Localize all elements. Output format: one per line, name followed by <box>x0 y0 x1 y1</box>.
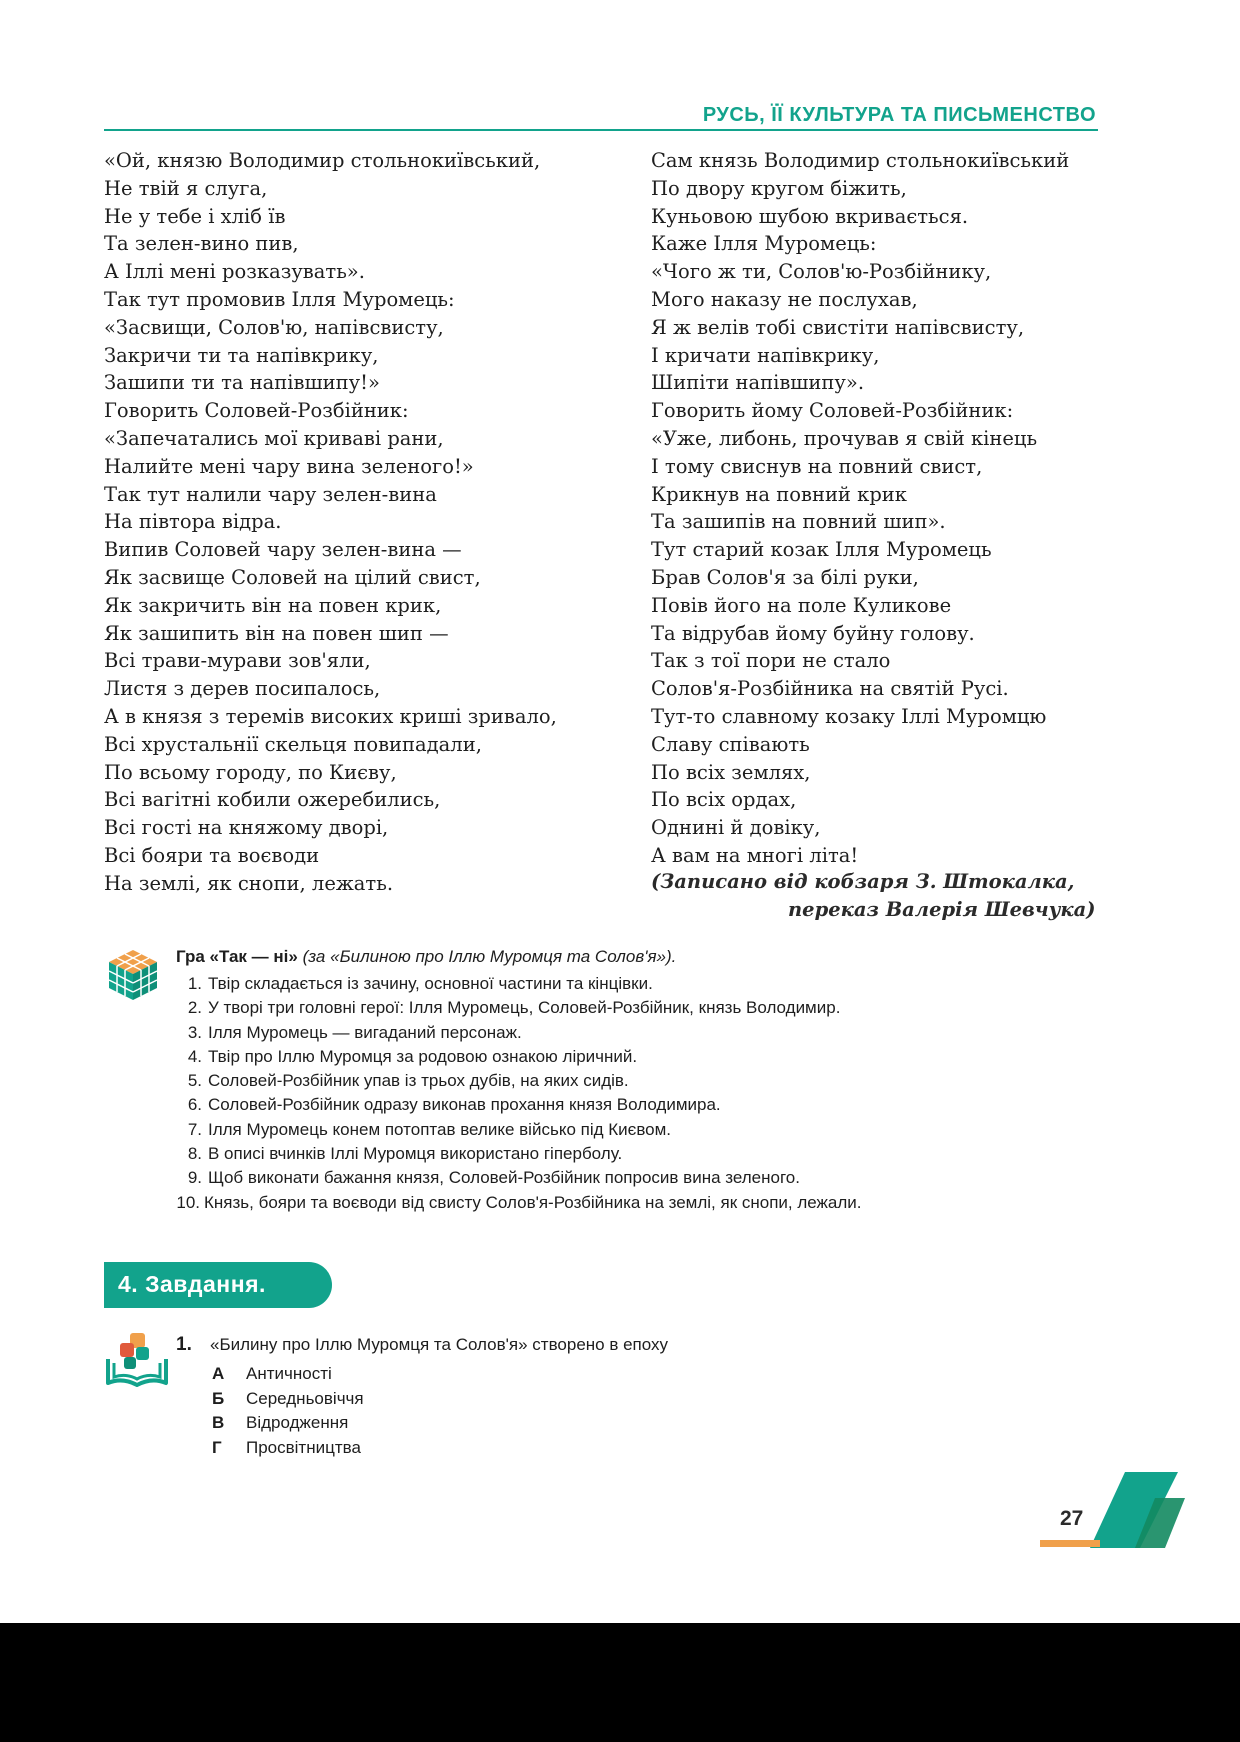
list-item: 2. У творі три головні герої: Ілля Муромець, Соловей-Розбійник, князь Володимир. <box>187 998 841 1018</box>
poem-line: Листя з дерев посипалось, <box>104 677 381 701</box>
attribution-line-2: переказ Валерія Шевчука) <box>788 897 1096 921</box>
poem-line: Всі трави-мурави зов'яли, <box>104 649 371 673</box>
answer-option[interactable]: В Відродження <box>212 1413 349 1432</box>
poem-line: Каже Ілля Муромець: <box>651 232 877 256</box>
poem-line: Як закричить він на повен крик, <box>104 593 442 617</box>
game-title-italic: (за «Билиною про Іллю Муромця та Солов'я»). <box>302 947 677 966</box>
poem-line: На землі, як снопи, лежать. <box>104 871 394 895</box>
poem-line: Крикнув на повний крик <box>651 482 907 506</box>
attribution-line-1: (Записано від кобзаря З. Штокалка, <box>651 870 1075 893</box>
poem-line: «Ой, князю Володимир стольнокиївський, <box>104 149 541 172</box>
list-item: 5. Соловей-Розбійник упав із трьох дубів, на яких сидів. <box>187 1071 629 1091</box>
poem-line: Шипіти напівшипу». <box>651 371 865 395</box>
poem-line: Закричи ти та напівкрику, <box>104 343 379 367</box>
section-banner <box>104 1262 332 1308</box>
page-number: 27 <box>1060 1507 1084 1530</box>
poem-line: Всі бояри та воєводи <box>104 843 320 867</box>
answer-option[interactable]: А Античності <box>212 1364 332 1383</box>
poem-line: Зашипи ти та напівшипу!» <box>104 371 380 395</box>
poem-line: Та зашипів на повний шип». <box>651 510 946 534</box>
poem-line: Та зелен-вино пив, <box>104 232 299 256</box>
list-item: 10. Князь, бояри та воєводи від свисту Солов'я-Розбійника на землі, як снопи, лежали. <box>176 1192 862 1212</box>
poem-line: Сам князь Володимир стольнокиївський <box>651 149 1070 172</box>
poem-line: Повів його на поле Куликове <box>651 593 952 617</box>
poem-line: Я ж велів тобі свистіти напівсвисту, <box>651 315 1025 339</box>
poem-line: Славу співають <box>651 732 810 756</box>
running-header: РУСЬ, ЇЇ КУЛЬТУРА ТА ПИСЬМЕНСТВО <box>702 104 1096 126</box>
answer-option[interactable]: Б Середньовіччя <box>212 1388 364 1408</box>
game-title-bold: Гра «Так — ні» <box>176 947 298 966</box>
poem-line: Тут старий козак Ілля Муромець <box>651 538 992 562</box>
poem-line: Однині й довіку, <box>651 816 821 840</box>
scan-bottom-border <box>0 1623 1240 1742</box>
poem-line: Говорить Соловей-Розбійник: <box>104 399 409 423</box>
poem-line: Налийте мені чару вина зеленого!» <box>104 454 474 478</box>
cube-game-icon <box>106 948 160 1002</box>
poem-line: І кричати напівкрику, <box>651 343 880 367</box>
list-item: 6. Соловей-Розбійник одразу виконав прохання князя Володимира. <box>187 1095 721 1115</box>
poem-line: «Чого ж ти, Солов'ю-Розбійнику, <box>651 260 992 284</box>
poem-line: На півтора відра. <box>104 510 282 534</box>
poem-line: Випив Соловей чару зелен-вина — <box>104 538 462 562</box>
book-task-icon <box>104 1331 170 1389</box>
poem-line: Куньовою шубою вкривається. <box>651 204 969 228</box>
poem-line: «Уже, либонь, прочував я свій кінець <box>651 426 1038 450</box>
list-item: 1. Твір складається із зачину, основної частини та кінцівки. <box>187 974 653 993</box>
poem-left-column <box>104 147 557 898</box>
poem-line: По всіх землях, <box>651 760 811 784</box>
poem-line: Не у тебе і хліб їв <box>104 204 286 228</box>
list-item: 7. Ілля Муромець конем потоптав велике військо під Києвом. <box>187 1119 672 1139</box>
poem-line: «Запечатались мої криваві рани, <box>104 426 444 450</box>
poem-attribution <box>651 868 1095 924</box>
poem-line: І тому свиснув на повний свист, <box>651 454 983 478</box>
task-options <box>212 1362 668 1460</box>
task-1 <box>176 1332 668 1460</box>
poem-line: Так з тої пори не стало <box>651 649 891 673</box>
list-item: 3. Ілля Муромець — вигаданий персонаж. <box>187 1022 522 1042</box>
list-item: 9. Щоб виконати бажання князя, Соловей-Розбійник попросив вина зеленого. <box>187 1168 800 1188</box>
poem-line: Тут-то славному козаку Іллі Муромцю <box>651 704 1047 728</box>
poem-line: Так тут налили чару зелен-вина <box>104 482 437 506</box>
poem-line: Всі гості на княжому дворі, <box>104 816 389 840</box>
answer-option[interactable]: Г Просвітництва <box>212 1437 361 1457</box>
game-statement-list <box>176 972 862 1215</box>
poem-line: Так тут промовив Ілля Муромець: <box>104 287 455 311</box>
poem-line: А в князя з теремів високих криші зривало, <box>104 704 557 728</box>
poem-line: По всіх ордах, <box>651 788 797 812</box>
poem-line: Як засвище Соловей на цілий свист, <box>104 565 481 589</box>
list-item: 8. В описі вчинків Іллі Муромця використано гіперболу. <box>187 1144 623 1164</box>
poem-line: По двору кругом біжить, <box>651 176 907 200</box>
game-title <box>176 944 862 970</box>
task-question-text: «Билину про Іллю Муромця та Солов'я» створено в епоху <box>210 1335 669 1354</box>
poem-line: Як зашипить він на повен шип — <box>104 621 449 645</box>
poem-line: А вам на многі літа! <box>651 843 859 867</box>
poem-line: А Іллі мені розказувать». <box>104 260 365 284</box>
poem-line: Говорить йому Соловей-Розбійник: <box>651 399 1014 423</box>
poem-line: Та відрубав йому буйну голову. <box>651 621 975 645</box>
page-number-block <box>1040 1470 1190 1560</box>
poem-line: Брав Солов'я за білі руки, <box>651 565 919 589</box>
poem-line: Всі вагітні кобили ожеребились, <box>104 788 441 812</box>
task-question <box>176 1332 668 1358</box>
poem-line: «Засвищи, Солов'ю, напівсвисту, <box>104 315 444 339</box>
section-title: 4. Завдання. <box>118 1271 266 1297</box>
list-item: 4. Твір про Іллю Муромця за родовою ознакою ліричний. <box>187 1046 638 1066</box>
poem-right-column <box>651 147 1069 870</box>
task-number: 1. <box>176 1334 192 1355</box>
poem-line: Всі хрустальнії скельця повипадали, <box>104 732 482 756</box>
poem-line: Мого наказу не послухав, <box>651 287 918 311</box>
yes-no-game <box>176 944 862 1215</box>
poem-line: Солов'я-Розбійника на святій Русі. <box>651 677 1009 701</box>
poem-line: Не твій я слуга, <box>104 176 268 200</box>
poem-line: По всьому городу, по Києву, <box>104 760 397 784</box>
header-rule <box>104 129 1098 131</box>
